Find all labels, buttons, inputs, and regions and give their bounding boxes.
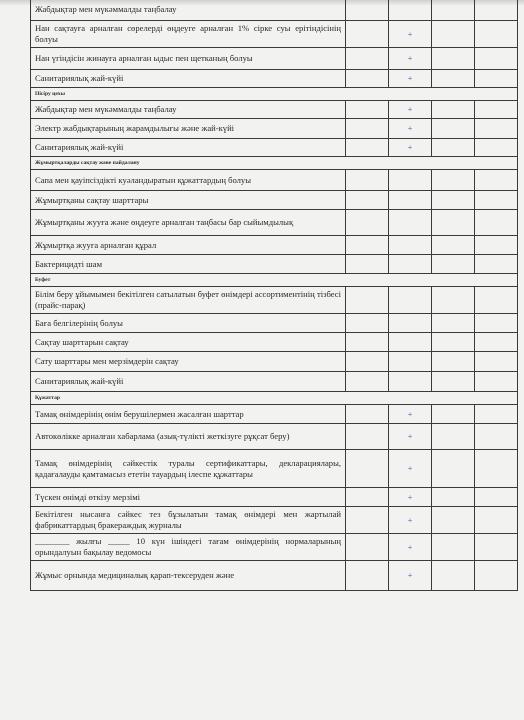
empty-cell	[346, 210, 389, 236]
criterion-text: Бекітілген нысанға сәйкес тез бұзылатын тамақ өнімдері мен жартылай фабрикаттардың бракераждық журналы	[31, 507, 346, 534]
empty-cell	[432, 314, 475, 333]
empty-cell	[432, 405, 475, 424]
checklist-row	[31, 314, 518, 333]
checklist-row	[31, 534, 518, 561]
empty-cell	[475, 507, 518, 534]
empty-cell	[432, 0, 475, 21]
checklist-row	[31, 48, 518, 70]
empty-cell	[432, 352, 475, 372]
checklist-row	[31, 70, 518, 88]
criterion-text: Бактерицидті шам	[31, 255, 346, 274]
empty-cell	[432, 101, 475, 119]
empty-cell	[389, 314, 432, 333]
empty-cell	[475, 488, 518, 507]
empty-cell	[389, 191, 432, 210]
empty-cell	[346, 424, 389, 450]
empty-cell	[475, 48, 518, 70]
empty-cell	[475, 139, 518, 157]
empty-cell	[432, 561, 475, 591]
section-title: Буфет	[31, 274, 518, 287]
criterion-text: Тамақ өнімдерінің сәйкестік туралы сертификаттары, декларациялары, қадағалауды қамтамасыз ететін тауардың ілеспе құжаттары	[31, 450, 346, 488]
criterion-text: Жұмыс орнында медициналық қарап-тексеруден және	[31, 561, 346, 591]
checklist-row	[31, 236, 518, 255]
criterion-text: Автокөлікке арналған хабарлама (азық-түлікті жеткізуге рұқсат беру)	[31, 424, 346, 450]
check-mark-cell: +	[389, 534, 432, 561]
empty-cell	[346, 139, 389, 157]
empty-cell	[346, 255, 389, 274]
criterion-text: Білім беру ұйымымен бекітілген сатылатын буфет өнімдері ассортиментінің тізбесі (прайс-парақ)	[31, 287, 346, 314]
empty-cell	[346, 236, 389, 255]
empty-cell	[475, 333, 518, 352]
empty-cell	[346, 405, 389, 424]
empty-cell	[432, 372, 475, 392]
section-header-row	[31, 274, 518, 287]
empty-cell	[346, 21, 389, 48]
empty-cell	[346, 170, 389, 191]
empty-cell	[346, 561, 389, 591]
empty-cell	[475, 424, 518, 450]
check-mark-cell: +	[389, 70, 432, 88]
check-mark-cell: +	[389, 21, 432, 48]
checklist-row	[31, 372, 518, 392]
checklist-row	[31, 21, 518, 48]
check-mark-cell: +	[389, 139, 432, 157]
criterion-text: Электр жабдықтарының жарамдылығы және жай-күйі	[31, 119, 346, 139]
criterion-text: Жұмыртқаны жууға және өңдеуге арналған таңбасы бар сыйымдылық	[31, 210, 346, 236]
empty-cell	[475, 21, 518, 48]
empty-cell	[346, 372, 389, 392]
empty-cell	[432, 534, 475, 561]
empty-cell	[475, 0, 518, 21]
empty-cell	[475, 534, 518, 561]
empty-cell	[475, 101, 518, 119]
empty-cell	[432, 287, 475, 314]
section-header-row	[31, 392, 518, 405]
checklist-row	[31, 0, 518, 21]
empty-cell	[432, 21, 475, 48]
empty-cell	[389, 236, 432, 255]
empty-cell	[475, 450, 518, 488]
checklist-row	[31, 255, 518, 274]
empty-cell	[389, 0, 432, 21]
empty-cell	[346, 48, 389, 70]
check-mark-cell: +	[389, 488, 432, 507]
checklist-row	[31, 333, 518, 352]
checklist-row	[31, 191, 518, 210]
checklist-row	[31, 210, 518, 236]
checklist-row	[31, 450, 518, 488]
check-mark-cell: +	[389, 119, 432, 139]
criterion-text: Сақтау шарттарын сақтау	[31, 333, 346, 352]
empty-cell	[432, 170, 475, 191]
empty-cell	[475, 210, 518, 236]
empty-cell	[432, 236, 475, 255]
checklist-row	[31, 101, 518, 119]
criterion-text: Санитариялық жай-күйі	[31, 372, 346, 392]
criterion-text: Түскен өнімді өткізу мерзімі	[31, 488, 346, 507]
checklist-row	[31, 139, 518, 157]
section-title: Құжаттар	[31, 392, 518, 405]
checklist-row	[31, 507, 518, 534]
empty-cell	[389, 287, 432, 314]
empty-cell	[432, 70, 475, 88]
checklist-row	[31, 170, 518, 191]
check-mark-cell: +	[389, 405, 432, 424]
section-title: Пісіру цехы	[31, 88, 518, 101]
empty-cell	[346, 70, 389, 88]
empty-cell	[475, 255, 518, 274]
empty-cell	[389, 333, 432, 352]
empty-cell	[432, 119, 475, 139]
criterion-text: Нан сақтауға арналған сөрелерді өңдеуге арналған 1% сірке суы ерітіндісінің болуы	[31, 21, 346, 48]
empty-cell	[389, 170, 432, 191]
checklist-row	[31, 424, 518, 450]
empty-cell	[346, 0, 389, 21]
section-title: Жұмыртқаларды сақтау және пайдалану	[31, 157, 518, 170]
empty-cell	[346, 314, 389, 333]
empty-cell	[475, 561, 518, 591]
empty-cell	[389, 255, 432, 274]
criterion-text: Жабдықтар мен мүкәммалды таңбалау	[31, 0, 346, 21]
empty-cell	[475, 170, 518, 191]
empty-cell	[346, 488, 389, 507]
check-mark-cell: +	[389, 424, 432, 450]
checklist-row	[31, 287, 518, 314]
empty-cell	[346, 507, 389, 534]
empty-cell	[475, 70, 518, 88]
empty-cell	[475, 191, 518, 210]
criterion-text: Тамақ өнімдерінің өнім берушілермен жасалған шарттар	[31, 405, 346, 424]
empty-cell	[432, 424, 475, 450]
criterion-text: Сапа мен қауіпсіздікті куәландыратын құжаттардың болуы	[31, 170, 346, 191]
empty-cell	[432, 210, 475, 236]
empty-cell	[432, 255, 475, 274]
check-mark-cell: +	[389, 48, 432, 70]
checklist-row	[31, 119, 518, 139]
empty-cell	[432, 450, 475, 488]
empty-cell	[475, 372, 518, 392]
empty-cell	[432, 191, 475, 210]
empty-cell	[346, 119, 389, 139]
checklist-row	[31, 488, 518, 507]
criterion-text: Сату шарттары мен мерзімдерін сақтау	[31, 352, 346, 372]
empty-cell	[389, 352, 432, 372]
empty-cell	[432, 333, 475, 352]
empty-cell	[389, 372, 432, 392]
section-header-row	[31, 157, 518, 170]
empty-cell	[475, 287, 518, 314]
checklist-row	[31, 405, 518, 424]
criterion-text: Баға белгілерінің болуы	[31, 314, 346, 333]
empty-cell	[432, 48, 475, 70]
section-header-row	[31, 88, 518, 101]
criterion-text: Санитариялық жай-күйі	[31, 70, 346, 88]
empty-cell	[432, 488, 475, 507]
empty-cell	[475, 119, 518, 139]
empty-cell	[346, 101, 389, 119]
checklist-table	[30, 0, 518, 591]
empty-cell	[346, 534, 389, 561]
checklist-row	[31, 561, 518, 591]
checklist-row	[31, 352, 518, 372]
criterion-text: Жұмыртқаны сақтау шарттары	[31, 191, 346, 210]
empty-cell	[432, 139, 475, 157]
empty-cell	[346, 287, 389, 314]
empty-cell	[475, 352, 518, 372]
criterion-text: Санитариялық жай-күйі	[31, 139, 346, 157]
empty-cell	[432, 507, 475, 534]
empty-cell	[389, 210, 432, 236]
check-mark-cell: +	[389, 507, 432, 534]
empty-cell	[346, 352, 389, 372]
check-mark-cell: +	[389, 561, 432, 591]
check-mark-cell: +	[389, 101, 432, 119]
criterion-text: Нан үгіндісін жинауға арналған ыдыс пен щетканың болуы	[31, 48, 346, 70]
empty-cell	[475, 314, 518, 333]
empty-cell	[475, 405, 518, 424]
empty-cell	[346, 333, 389, 352]
empty-cell	[475, 236, 518, 255]
empty-cell	[346, 191, 389, 210]
criterion-text: Жабдықтар мен мүкәммалды таңбалау	[31, 101, 346, 119]
empty-cell	[346, 450, 389, 488]
check-mark-cell: +	[389, 450, 432, 488]
criterion-text: ________ жылғы _____ 10 күн ішіндегі тағам өнімдерінің нормаларының орындалуын бақылау ведомосы	[31, 534, 346, 561]
criterion-text: Жұмыртқа жууға арналған құрал	[31, 236, 346, 255]
